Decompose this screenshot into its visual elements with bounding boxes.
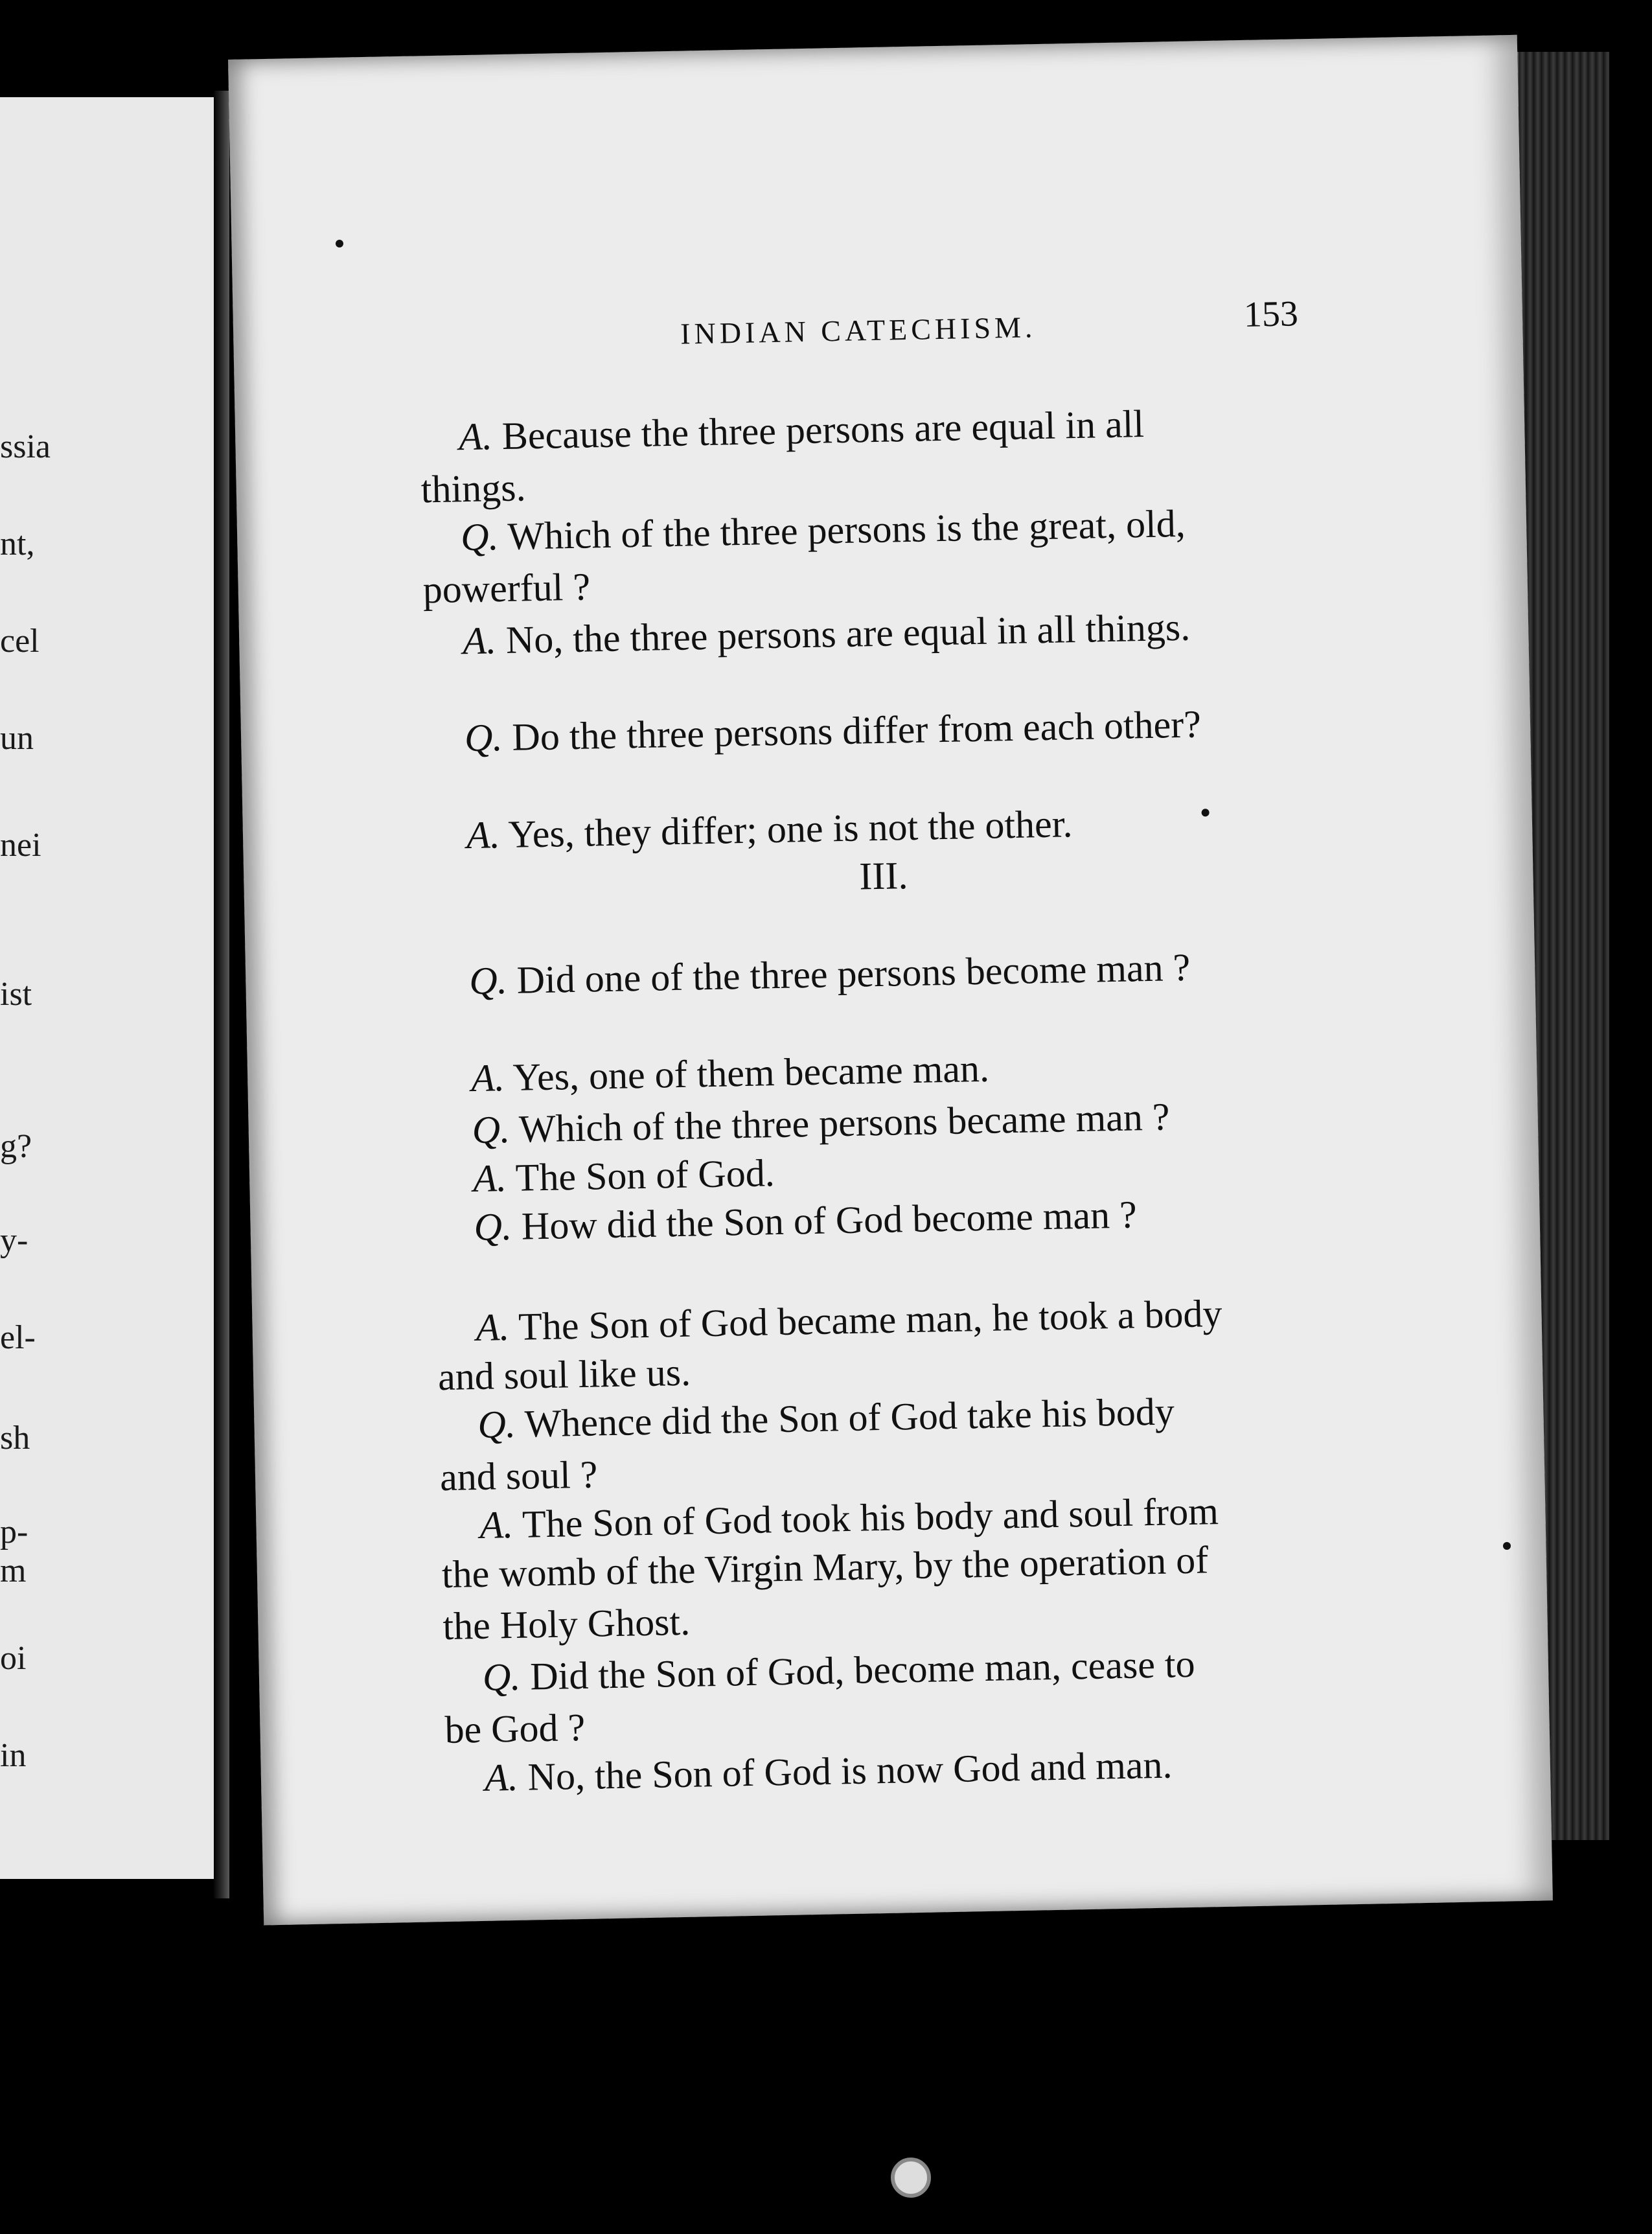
- text-line: [444, 1705, 586, 1753]
- scan-mark: [891, 2158, 931, 2198]
- ink-speck: [1503, 1542, 1511, 1550]
- left-fragment: oi: [0, 1640, 27, 1677]
- line-text: and soul ?: [439, 1453, 598, 1499]
- text-line: [465, 702, 1202, 761]
- text-line: [466, 801, 1073, 858]
- line-text: Which of the three persons became man ?: [509, 1095, 1171, 1151]
- left-fragment: cel: [0, 623, 40, 660]
- speaker-label: A.: [462, 619, 497, 663]
- section-number: III.: [858, 854, 908, 898]
- speaker-label: Q.: [468, 958, 508, 1003]
- text-line: [441, 1537, 1208, 1597]
- page-number: 153: [1243, 294, 1299, 335]
- line-text: The Son of God took his body and soul from: [512, 1490, 1219, 1546]
- line-text: the womb of the Virgin Mary, by the operation of: [441, 1538, 1209, 1596]
- line-text: powerful ?: [422, 565, 591, 612]
- line-text: No, the three persons are equal in all things.: [496, 605, 1191, 662]
- speaker-label: Q.: [477, 1402, 516, 1446]
- running-header: INDIAN CATECHISM.: [680, 310, 1037, 351]
- left-fragment: ist: [0, 976, 32, 1013]
- speaker-label: Q.: [482, 1655, 521, 1699]
- left-fragment: in: [0, 1737, 27, 1774]
- line-text: things.: [420, 466, 527, 511]
- left-fragment: ssia: [0, 428, 51, 465]
- text-line: [482, 1642, 1195, 1700]
- speaker-label: A.: [484, 1755, 519, 1799]
- left-page-remnant: [0, 97, 219, 1879]
- text-line: [439, 1452, 598, 1500]
- left-fragment: y-: [0, 1222, 29, 1259]
- text-line: [469, 945, 1191, 1004]
- left-fragment: p-: [0, 1514, 29, 1550]
- line-text: No, the Son of God is now God and man.: [517, 1743, 1173, 1799]
- text-line: [461, 501, 1186, 560]
- left-fragment: un: [0, 720, 34, 757]
- speaker-label: A.: [472, 1157, 507, 1201]
- text-line: [473, 1151, 775, 1201]
- text-line: [437, 1350, 691, 1399]
- speaker-label: A.: [479, 1503, 514, 1547]
- speaker-label: Q.: [472, 1107, 511, 1152]
- speaker-label: Q.: [460, 515, 499, 559]
- speaker-label: A.: [470, 1056, 505, 1100]
- line-text: and soul like us.: [437, 1350, 691, 1399]
- line-text: Yes, they differ; one is not the other.: [499, 802, 1073, 857]
- left-fragment: el-: [0, 1319, 36, 1356]
- line-text: the Holy Ghost.: [442, 1600, 691, 1648]
- book-page: [228, 35, 1553, 1926]
- ink-speck: [1201, 809, 1209, 816]
- text-line: [472, 1094, 1170, 1153]
- text-line: [484, 1743, 1173, 1801]
- text-line: [459, 402, 1145, 459]
- line-text: Which of the three persons is the great, old,: [498, 501, 1186, 558]
- left-fragment: nt,: [0, 525, 35, 562]
- line-text: The Son of God became man, he took a body: [509, 1291, 1223, 1349]
- left-fragment: m: [0, 1552, 27, 1589]
- line-text: The Son of God.: [506, 1151, 775, 1200]
- text-line: [422, 564, 591, 612]
- line-text: Whence did the Son of God take his body: [515, 1390, 1175, 1445]
- line-text: Because the three persons are equal in all: [492, 402, 1145, 458]
- left-fragment: sh: [0, 1420, 30, 1457]
- speaker-label: Q.: [474, 1204, 512, 1249]
- text-line: [476, 1291, 1222, 1350]
- line-text: How did the Son of God become man ?: [511, 1193, 1138, 1248]
- speaker-label: Q.: [464, 716, 503, 760]
- left-fragment: g?: [0, 1128, 32, 1165]
- text-line: [463, 605, 1191, 664]
- text-line: [442, 1600, 691, 1649]
- line-text: Yes, one of them became man.: [504, 1046, 990, 1100]
- ink-speck: [336, 240, 343, 248]
- text-line: [479, 1489, 1219, 1548]
- line-text: Do the three persons differ from each other?: [501, 702, 1202, 759]
- speaker-label: A.: [458, 415, 493, 459]
- book-gutter: [214, 91, 229, 1898]
- line-text: Did one of the three persons become man ?: [507, 945, 1191, 1002]
- speaker-label: A.: [476, 1306, 510, 1350]
- text-line: [474, 1192, 1137, 1250]
- text-line: [471, 1046, 990, 1101]
- text-line: [420, 465, 526, 512]
- text-line: [477, 1389, 1175, 1447]
- speaker-label: A.: [466, 813, 501, 857]
- left-fragment: nei: [0, 827, 41, 864]
- line-text: be God ?: [444, 1705, 586, 1752]
- line-text: Did the Son of God, become man, cease to: [520, 1642, 1196, 1698]
